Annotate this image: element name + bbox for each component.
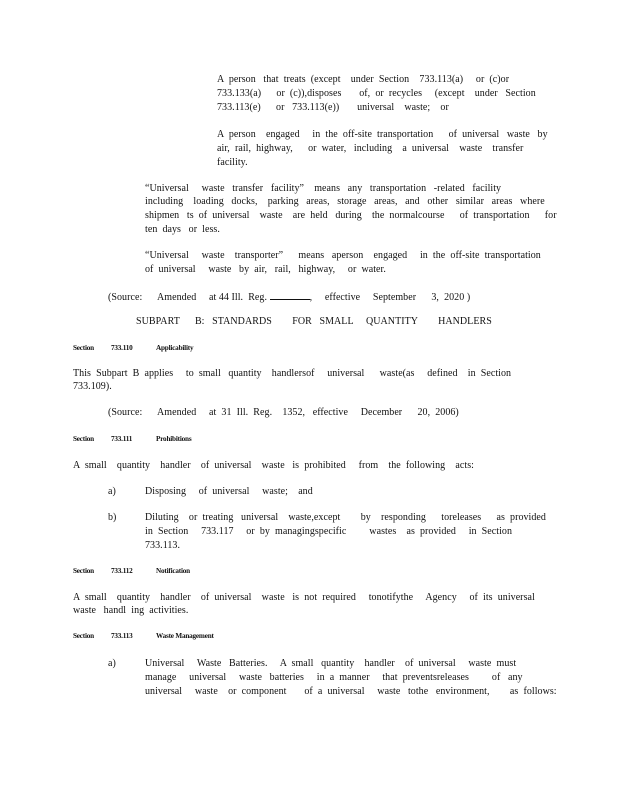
section-title: Prohibitions	[156, 435, 192, 443]
section-title: Notification	[156, 567, 190, 575]
section-label: Section	[73, 632, 94, 640]
section-label: Section	[73, 435, 94, 443]
para-line: 733.133(a) or (c)),disposes of, or recycles (except under Section	[217, 88, 536, 99]
source-note-start: (Source: Amended at 44 Ill. Reg.	[108, 292, 268, 303]
source-note: (Source: Amended at 31 Ill. Reg. 1352, effective December 20, 2006)	[108, 407, 459, 418]
section-label: Section	[73, 567, 94, 575]
list-item: 733.113.	[145, 540, 181, 551]
body-line: This Subpart B applies to small quantity handlersof universal waste(as defined in Section	[73, 368, 512, 379]
section-number: 733.111	[111, 435, 133, 443]
definition-line: of universal waste by air, rail, highway, or water.	[145, 264, 386, 275]
body-line: 733.109).	[73, 381, 112, 392]
list-marker: a)	[108, 486, 116, 497]
definition-line: “Universal waste transporter” means aperson engaged in the off-site transportation	[145, 250, 541, 261]
list-item: Universal Waste Batteries. A small quantity handler of universal waste must	[145, 658, 517, 669]
source-note	[108, 290, 470, 304]
list-item: Diluting or treating universal waste,except by responding toreleases as provided	[145, 512, 546, 523]
list-item: manage universal waste batteries in a manner that preventsreleases of any	[145, 672, 523, 683]
section-title: Applicability	[156, 344, 194, 352]
subpart-heading: SUBPART B: STANDARDS FOR SMALL QUANTITY HANDLERS	[136, 316, 492, 327]
definition-line: including loading docks, parking areas, storage areas, and other similar areas where	[145, 196, 545, 207]
list-item: universal waste or component of a universal waste tothe environment, as follows:	[145, 686, 557, 697]
para-line: facility.	[217, 157, 248, 168]
para-line: air, rail, highway, or water, including a universal waste transfer	[217, 143, 524, 154]
list-marker: a)	[108, 658, 116, 669]
definition-line: “Universal waste transfer facility” means any transportation -related facility	[145, 183, 502, 194]
section-number: 733.113	[111, 632, 133, 640]
source-note-end: , effective September 3, 2020 )	[309, 292, 471, 303]
body-line: A small quantity handler of universal waste is prohibited from the following acts:	[73, 460, 474, 471]
blank-line	[270, 290, 310, 300]
body-line: waste handl ing activities.	[73, 605, 189, 616]
para-line: A person engaged in the off-site transportation of universal waste by	[217, 129, 548, 140]
para-line: 733.113(e) or 733.113(e)) universal waste; or	[217, 102, 449, 113]
para-line: A person that treats (except under Section 733.113(a) or (c)or	[217, 74, 510, 85]
body-line: A small quantity handler of universal waste is not required tonotifythe Agency of its universal	[73, 592, 535, 603]
definition-line: shipmen ts of universal waste are held during the normalcourse of transportation for	[145, 210, 557, 221]
section-label: Section	[73, 344, 94, 352]
section-number: 733.110	[111, 344, 133, 352]
list-marker: b)	[108, 512, 117, 523]
section-number: 733.112	[111, 567, 133, 575]
list-item: in Section 733.117 or by managingspecific wastes as provided in Section	[145, 526, 513, 537]
list-item: Disposing of universal waste; and	[145, 486, 313, 497]
definition-line: ten days or less.	[145, 224, 220, 235]
section-title: Waste Management	[156, 632, 214, 640]
